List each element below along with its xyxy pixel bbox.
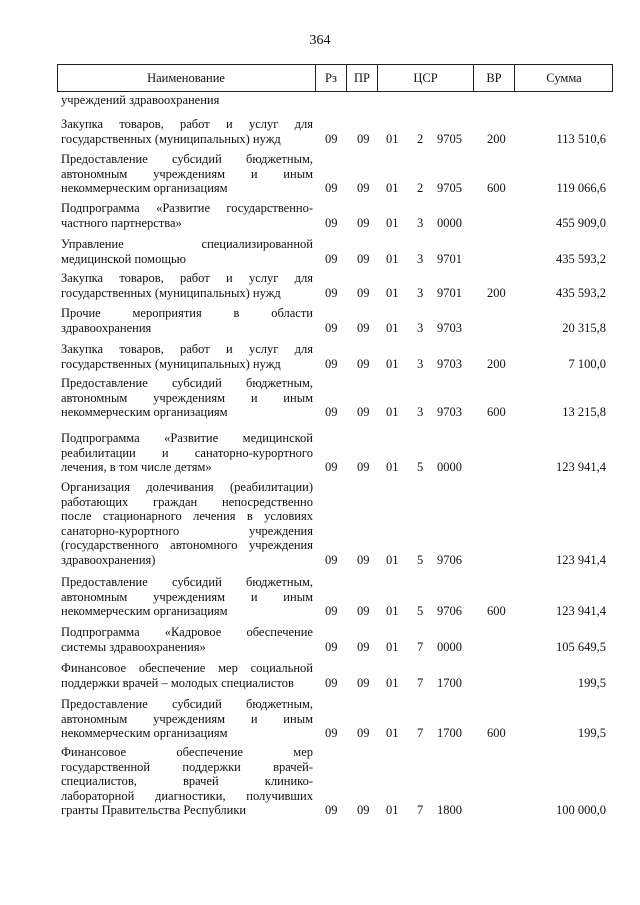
row-name <box>61 697 313 741</box>
row-csr-code: 0000 <box>437 460 462 474</box>
row-csr-code: 1700 <box>437 675 462 690</box>
row-name-line: Предоставление субсидий бюджетным, <box>61 376 313 390</box>
row-csr-code: 9706 <box>437 552 462 567</box>
row-pr: 09 <box>357 639 370 654</box>
row-sum: 123 941,4 <box>556 604 606 618</box>
row-csr-code: 9701 <box>437 251 462 266</box>
row-csr-code: 0000 <box>437 215 462 230</box>
row-name-line: лечения, в том числе детям» <box>61 460 212 474</box>
row-csr-subprogram: 3 <box>417 356 424 371</box>
row-rz: 09 <box>325 639 338 654</box>
row-csr-subprogram: 7 <box>417 803 424 817</box>
row-name-line: гранты Правительства Республики <box>61 803 247 817</box>
row-csr-subprogram: 2 <box>417 131 424 146</box>
row-csr-program: 01 <box>386 405 399 419</box>
row-name-line: некоммерческим организациям <box>61 181 228 195</box>
row-rz: 09 <box>325 356 338 371</box>
row-csr-code: 9706 <box>437 604 462 618</box>
row-csr-program: 01 <box>386 604 399 618</box>
row-name <box>61 661 313 690</box>
row-rz: 09 <box>325 726 338 740</box>
row-name-line: Прочие мероприятия в области <box>61 306 313 320</box>
row-vr: 200 <box>487 131 506 146</box>
row-vr: 600 <box>487 604 506 618</box>
row-csr-code: 9705 <box>437 181 462 195</box>
row-csr-subprogram: 3 <box>417 405 424 419</box>
row-pr: 09 <box>357 251 370 266</box>
row-csr-program: 01 <box>386 251 399 266</box>
row-csr-code: 9701 <box>437 285 462 300</box>
row-csr-subprogram: 2 <box>417 181 424 195</box>
row-name-line: частного партнерства» <box>61 215 182 230</box>
row-rz: 09 <box>325 460 338 474</box>
row-name-line: автономным учреждениям и иным <box>61 589 313 604</box>
row-sum: 435 593,2 <box>556 251 606 266</box>
row-name-line: некоммерческим организациям <box>61 604 228 618</box>
row-vr: 600 <box>487 405 506 419</box>
row-rz: 09 <box>325 181 338 195</box>
table-header <box>57 64 613 92</box>
row-name <box>61 152 313 196</box>
page-number: 364 <box>309 33 331 48</box>
row-csr-program: 01 <box>386 356 399 371</box>
row-name-line: здравоохранения <box>61 320 152 335</box>
row-csr-program: 01 <box>386 639 399 654</box>
row-name <box>61 376 313 420</box>
row-name <box>61 306 313 335</box>
row-name <box>61 117 313 146</box>
header-name: Наименование <box>57 64 316 92</box>
row-name-line: Закупка товаров, работ и услуг для <box>61 117 313 131</box>
row-rz: 09 <box>325 251 338 266</box>
row-name-line: государственных (муниципальных) нужд <box>61 131 281 146</box>
row-name <box>61 745 313 818</box>
row-pr: 09 <box>357 131 370 146</box>
row-csr-code: 1700 <box>437 726 462 740</box>
row-name-line: государственных (муниципальных) нужд <box>61 356 281 371</box>
row-csr-subprogram: 7 <box>417 639 424 654</box>
row-pr: 09 <box>357 675 370 690</box>
row-rz: 09 <box>325 285 338 300</box>
row-name <box>61 271 313 300</box>
row-name-line: некоммерческим организациям <box>61 726 228 740</box>
header-vr: ВР <box>474 64 515 92</box>
row-csr-code: 9705 <box>437 131 462 146</box>
row-sum: 199,5 <box>577 675 606 690</box>
row-name-line: санаторно-курортного учреждения <box>61 523 313 538</box>
row-vr: 200 <box>487 356 506 371</box>
row-sum: 13 215,8 <box>562 405 606 419</box>
row-csr-code: 0000 <box>437 639 462 654</box>
header-csr: ЦСР <box>378 64 474 92</box>
row-csr-program: 01 <box>386 215 399 230</box>
row-sum: 455 909,0 <box>556 215 606 230</box>
row-sum: 123 941,4 <box>556 460 606 474</box>
row-csr-subprogram: 7 <box>417 675 424 690</box>
row-sum: 435 593,2 <box>556 285 606 300</box>
row-csr-program: 01 <box>386 726 399 740</box>
row-name-line: специалистов, врачей клинико- <box>61 774 313 788</box>
row-pr: 09 <box>357 552 370 567</box>
row-sum: 105 649,5 <box>556 639 606 654</box>
row-csr-subprogram: 3 <box>417 215 424 230</box>
row-sum: 20 315,8 <box>562 320 606 335</box>
row-sum: 100 000,0 <box>556 803 606 817</box>
row-csr-program: 01 <box>386 803 399 817</box>
row-csr-subprogram: 3 <box>417 285 424 300</box>
row-name-line: медицинской помощью <box>61 251 186 266</box>
row-name-line: (государственного автономного учреждения <box>61 538 313 552</box>
row-pr: 09 <box>357 460 370 474</box>
row-rz: 09 <box>325 405 338 419</box>
row-name-line: автономным учреждениям и иным <box>61 166 313 181</box>
row-csr-subprogram: 3 <box>417 251 424 266</box>
row-name-line: Финансовое обеспечение мер <box>61 745 313 759</box>
row-name-line: автономным учреждениям и иным <box>61 390 313 405</box>
header-sum: Сумма <box>546 71 582 85</box>
row-pr: 09 <box>357 803 370 817</box>
row-vr: 200 <box>487 285 506 300</box>
row-csr-program: 01 <box>386 285 399 300</box>
row-name-line: государственных (муниципальных) нужд <box>61 285 281 300</box>
row-csr-program: 01 <box>386 552 399 567</box>
row-name <box>61 625 313 654</box>
row-name-line: Подпрограмма «Развитие государственно- <box>61 201 313 215</box>
row-name <box>61 201 313 230</box>
row-name-line: Организация долечивания (реабилитации) <box>61 480 313 494</box>
row-pr: 09 <box>357 285 370 300</box>
row-rz: 09 <box>325 552 338 567</box>
row-name-line: Предоставление субсидий бюджетным, <box>61 575 313 589</box>
row-sum: 7 100,0 <box>568 356 606 371</box>
row-name-line: поддержки врачей – молодых специалистов <box>61 675 294 690</box>
row-csr-code: 9703 <box>437 405 462 419</box>
row-csr-subprogram: 3 <box>417 320 424 335</box>
row-csr-code: 9703 <box>437 356 462 371</box>
row-name <box>61 237 313 266</box>
row-pr: 09 <box>357 320 370 335</box>
row-name-line: Предоставление субсидий бюджетным, <box>61 152 313 166</box>
row-pr: 09 <box>357 215 370 230</box>
row-sum: 123 941,4 <box>556 552 606 567</box>
row-name-line: Закупка товаров, работ и услуг для <box>61 271 313 285</box>
row-csr-program: 01 <box>386 675 399 690</box>
row-rz: 09 <box>325 803 338 817</box>
row-name-line: Подпрограмма «Развитие медицинской <box>61 431 313 445</box>
row-vr: 600 <box>487 726 506 740</box>
row-pr: 09 <box>357 726 370 740</box>
continuation-line: учреждений здравоохранения <box>61 93 220 107</box>
row-csr-subprogram: 5 <box>417 460 424 474</box>
row-rz: 09 <box>325 320 338 335</box>
row-csr-code: 9703 <box>437 320 462 335</box>
row-pr: 09 <box>357 405 370 419</box>
row-csr-code: 1800 <box>437 803 462 817</box>
row-csr-program: 01 <box>386 181 399 195</box>
header-pr: ПР <box>347 64 378 92</box>
row-rz: 09 <box>325 131 338 146</box>
row-name <box>61 480 313 567</box>
row-csr-program: 01 <box>386 320 399 335</box>
row-name-line: лабораторной диагностики, получивших <box>61 788 313 803</box>
row-name-line: государственной поддержки врачей- <box>61 759 313 774</box>
row-csr-subprogram: 5 <box>417 552 424 567</box>
row-name <box>61 575 313 619</box>
row-rz: 09 <box>325 604 338 618</box>
row-name-line: Закупка товаров, работ и услуг для <box>61 342 313 356</box>
row-sum: 113 510,6 <box>556 131 606 146</box>
row-name-line: после стационарного лечения в условиях <box>61 509 313 523</box>
row-rz: 09 <box>325 215 338 230</box>
row-pr: 09 <box>357 181 370 195</box>
row-name-line: работающих граждан непосредственно <box>61 494 313 509</box>
row-name-line: некоммерческим организациям <box>61 405 228 419</box>
row-name-line: Подпрограмма «Кадровое обеспечение <box>61 625 313 639</box>
row-rz: 09 <box>325 675 338 690</box>
row-name-line: Предоставление субсидий бюджетным, <box>61 697 313 711</box>
row-sum: 199,5 <box>577 726 606 740</box>
header-rz: Рз <box>316 64 347 92</box>
row-name <box>61 342 313 371</box>
row-sum: 119 066,6 <box>556 181 606 195</box>
row-pr: 09 <box>357 356 370 371</box>
row-csr-subprogram: 5 <box>417 604 424 618</box>
row-csr-program: 01 <box>386 460 399 474</box>
row-csr-program: 01 <box>386 131 399 146</box>
row-name-line: Финансовое обеспечение мер социальной <box>61 661 313 675</box>
row-vr: 600 <box>487 181 506 195</box>
row-name-line: Управление специализированной <box>61 237 313 251</box>
row-csr-subprogram: 7 <box>417 726 424 740</box>
row-name-line: автономным учреждениям и иным <box>61 711 313 726</box>
row-name-line: реабилитации и санаторно-курортного <box>61 445 313 460</box>
row-name <box>61 431 313 475</box>
row-name-line: здравоохранения) <box>61 552 156 567</box>
row-pr: 09 <box>357 604 370 618</box>
row-name-line: системы здравоохранения» <box>61 639 206 654</box>
